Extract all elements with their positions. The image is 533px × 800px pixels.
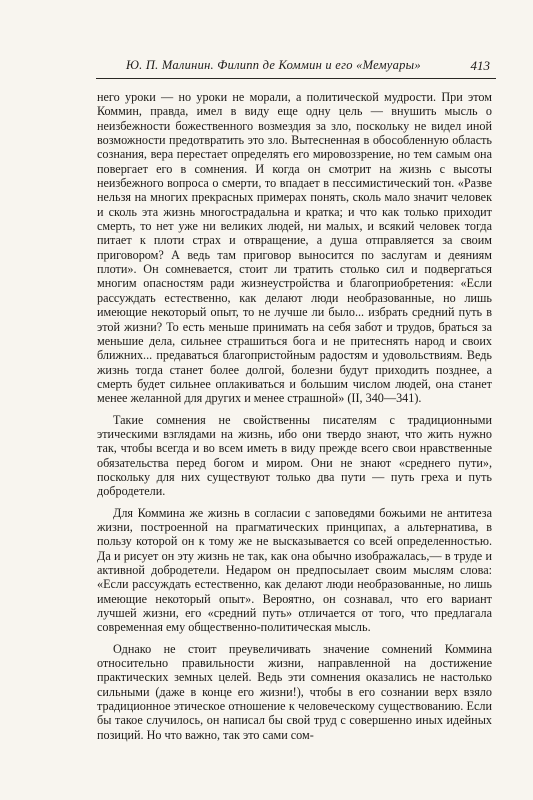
paragraph: Такие сомнения не свойственны писателям с традиционными этическими взглядами на жизнь, ибо они твердо знают, что жить нужно так, чтобы всегда и во всем иметь в виду прежде всего свои нравственные обязательства перед богом и миром. Они не знают «среднего пути», поскольку для них существуют только два пути — путь греха и путь добродетели. [97, 412, 492, 499]
header-rule [96, 78, 496, 79]
page-number: 413 [470, 58, 490, 73]
paragraph: Для Коммина же жизнь в согласии с заповедями божьими не антитеза жизни, построенной на прагматических принципах, а альтернатива, в пользу которой он к тому же не высказывается со всей определенностью. Да и рисует он эту жизнь не так, как она обычно изображалась,— в труде и активной добродетели. Недаром он предпосылает своим мыслям слова: «Если рассуждать естественно, как делают люди необразованные, но лишь имеющие некоторый опыт». Вероятно, он сознавал, что его вариант лучшей жизни, его «средний путь» отличается от того, что предлагала современная ему общественно-политическая мысль. [97, 505, 492, 635]
running-head-title: Ю. П. Малинин. Филипп де Коммин и его «Мемуары» [126, 58, 421, 72]
paragraph: него уроки — но уроки не морали, а политической мудрости. При этом Коммин, правда, имел в виду еще одну цель — внушить мысль о неизбежности божественного возмездия за зло, поскольку не видел иной возможности предотвратить это зло. Вытесненная в обособленную область сознания, вера перестает определять его мировоззрение, но тем самым она повергает его в сомнения. И когда он смотрит на жизнь с высоты неизбежного вопроса о смерти, то впадает в пессимистический тон. «Разве нельзя на многих прекрасных примерах понять, сколь мало значит человек и сколь эта жизнь многострадальна и кратка; и что как только приходит смерть, то нет уже ни великих людей, ни малых, и всякий человек тогда питает к плоти страх и отвращение, а душа отправляется за своим приговором? А ведь там приговор выносится по заслугам и деяниям плоти». Он сомневается, стоит ли тратить столько сил и подвергаться многим опасностям ради жизнеустройства и благоприобретения: «Если рассуждать естественно, как делают люди необразованные, но лишь имеющие некоторый опыт, то не лучше ли было... избрать средний путь в этой жизни? То есть меньше принимать на себя забот и трудов, браться за меньшие дела, сильнее страшиться бога и не притеснять народ и своих ближних... предаваться благопристойным радостям и удовольствиям. Ведь жизнь тогда станет более долгой, болезни будут приходить позднее, а смерть будет сильнее оплакиваться и большим числом людей, она станет менее желанной для других и менее страшной» (II, 340—341). [97, 90, 492, 406]
body-text [97, 90, 492, 742]
paragraph: Однако не стоит преувеличивать значение сомнений Коммина относительно правильности жизни, направленной на достижение практических земных целей. Ведь эти сомнения оказались не настолько сильными (даже в конце его жизни!), чтобы в его сознании верх взяло традиционное этическое отношение к человеческому существованию. Если бы такое случилось, он написал бы свой труд с совершенно иных идейных позиций. Но что важно, так это сами сом- [97, 641, 492, 742]
running-head [96, 58, 496, 80]
